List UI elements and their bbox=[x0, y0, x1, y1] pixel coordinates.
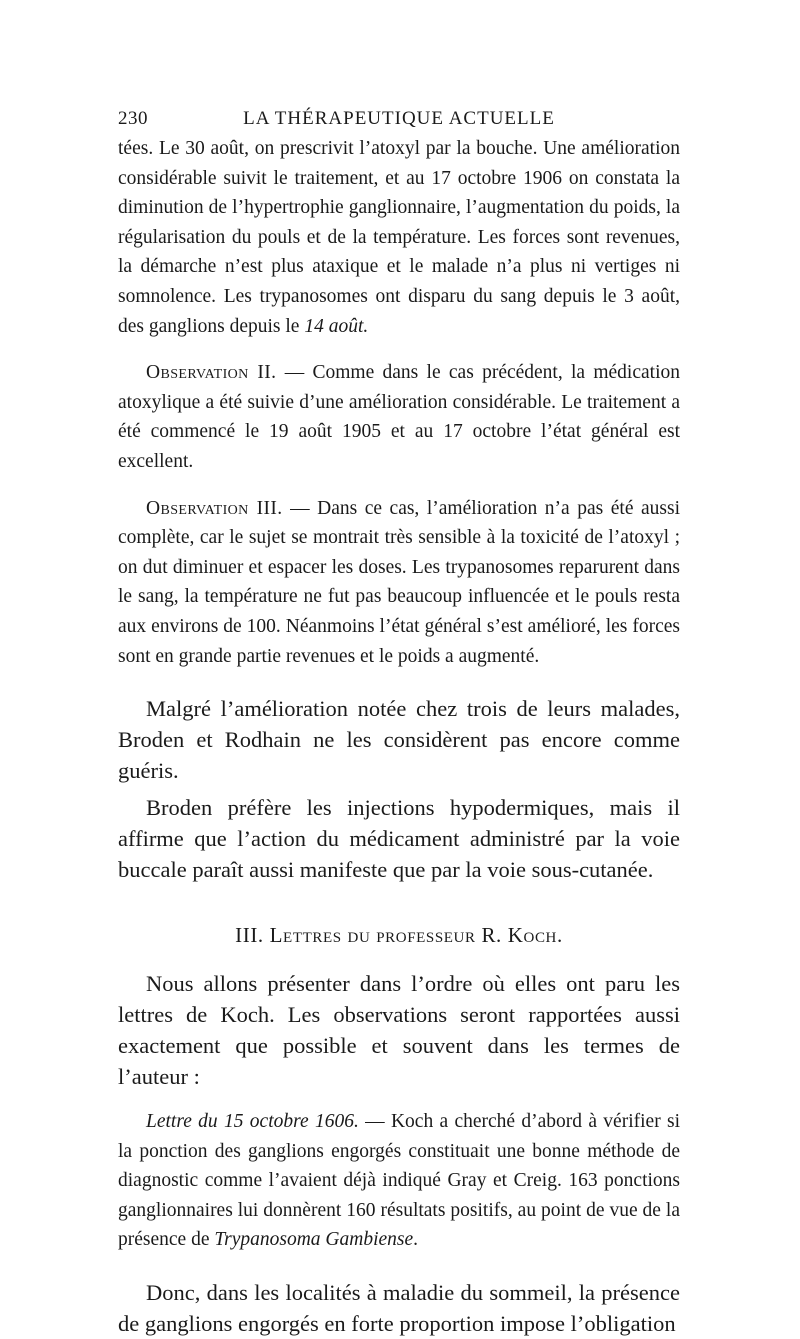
paragraph-continuation bbox=[118, 134, 680, 341]
observation-label: Observation II. bbox=[146, 362, 277, 384]
running-title: LA THÉRAPEUTIQUE ACTUELLE bbox=[243, 108, 555, 129]
paragraph-nous: Nous allons présenter dans l’ordre où elles ont paru les lettres de Koch. Les observations seront rapportées aussi exactement que possible et souvent dans les termes de l’auteur : bbox=[118, 971, 680, 1090]
section-heading bbox=[118, 923, 680, 948]
lettre-text: — Koch a cherché d’abord à vérifier si la ponction des ganglions engorgés constituait une bonne méthode de diagnostic comme l’avaient déjà indiqué Gray et Creig. 163 ponctions ganglionnaires lui donnèrent 160 résultats positifs, au point de vue de la présence de bbox=[118, 1111, 681, 1251]
paragraph-text: tées. Le 30 août, on prescrivit l’atoxyl par la bouche. Une amélioration considérable suivit le traitement, et au 17 octobre 1906 on constata la diminution de l’hypertrophie ganglionnaire, l’augmentation du poids, la régularisation du pouls et de la température. Les forces sont revenues, la démarche n’est plus ataxique et le malade n’a plus ni vertiges ni somnolence. Les trypanosomes ont disparu du sang depuis le 3 août, des ganglions depuis le bbox=[118, 138, 680, 337]
paragraph-donc: Donc, dans les localités à maladie du sommeil, la présence de ganglions engorgés en forte proportion impose l’obligation bbox=[118, 1280, 680, 1337]
page-header bbox=[118, 108, 680, 134]
paragraph-broden: Broden préfère les injections hypodermiques, mais il affirme que l’action du médicament administré par la voie buccale paraît aussi manifeste que par la voie sous-cutanée. bbox=[118, 795, 680, 883]
observation-text: — Comme dans le cas précédent, la médication atoxylique a été suivie d’une amélioration considérable. Le traitement a été commencé le 19 août 1905 et au 17 octobre l’état général est excellent. bbox=[118, 362, 680, 472]
lettre-text-end: . bbox=[413, 1229, 419, 1251]
species-name: Trypanosoma Gambiense bbox=[214, 1229, 414, 1251]
observation-3 bbox=[118, 494, 680, 672]
section-numeral: III. bbox=[235, 923, 264, 948]
section-title: Lettres du professeur R. Koch. bbox=[263, 923, 563, 948]
lettre-paragraph bbox=[118, 1107, 680, 1255]
lettre-label: Lettre du 15 octobre 1606. bbox=[146, 1111, 359, 1133]
observation-text: — Dans ce cas, l’amélioration n’a pas été aussi complète, car le sujet se montrait très sensible à la toxicité de l’atoxyl ; on dut diminuer et espacer les doses. Les trypanosomes reparurent dans le sang, la température ne fut pas beaucoup influencée et le pouls resta aux environs de 100. Néanmoins l’état général s’est amélioré, les forces sont en grande partie revenues et le poids a augmenté. bbox=[118, 497, 680, 667]
observation-label: Observation III. bbox=[146, 497, 283, 519]
date-italic: 14 août. bbox=[304, 315, 369, 337]
paragraph-malgre: Malgré l’amélioration notée chez trois de leurs malades, Broden et Rodhain ne les considèrent pas encore comme guéris. bbox=[118, 696, 680, 784]
page-number: 230 bbox=[118, 108, 148, 129]
observation-2 bbox=[118, 358, 680, 476]
book-page bbox=[118, 108, 680, 1339]
